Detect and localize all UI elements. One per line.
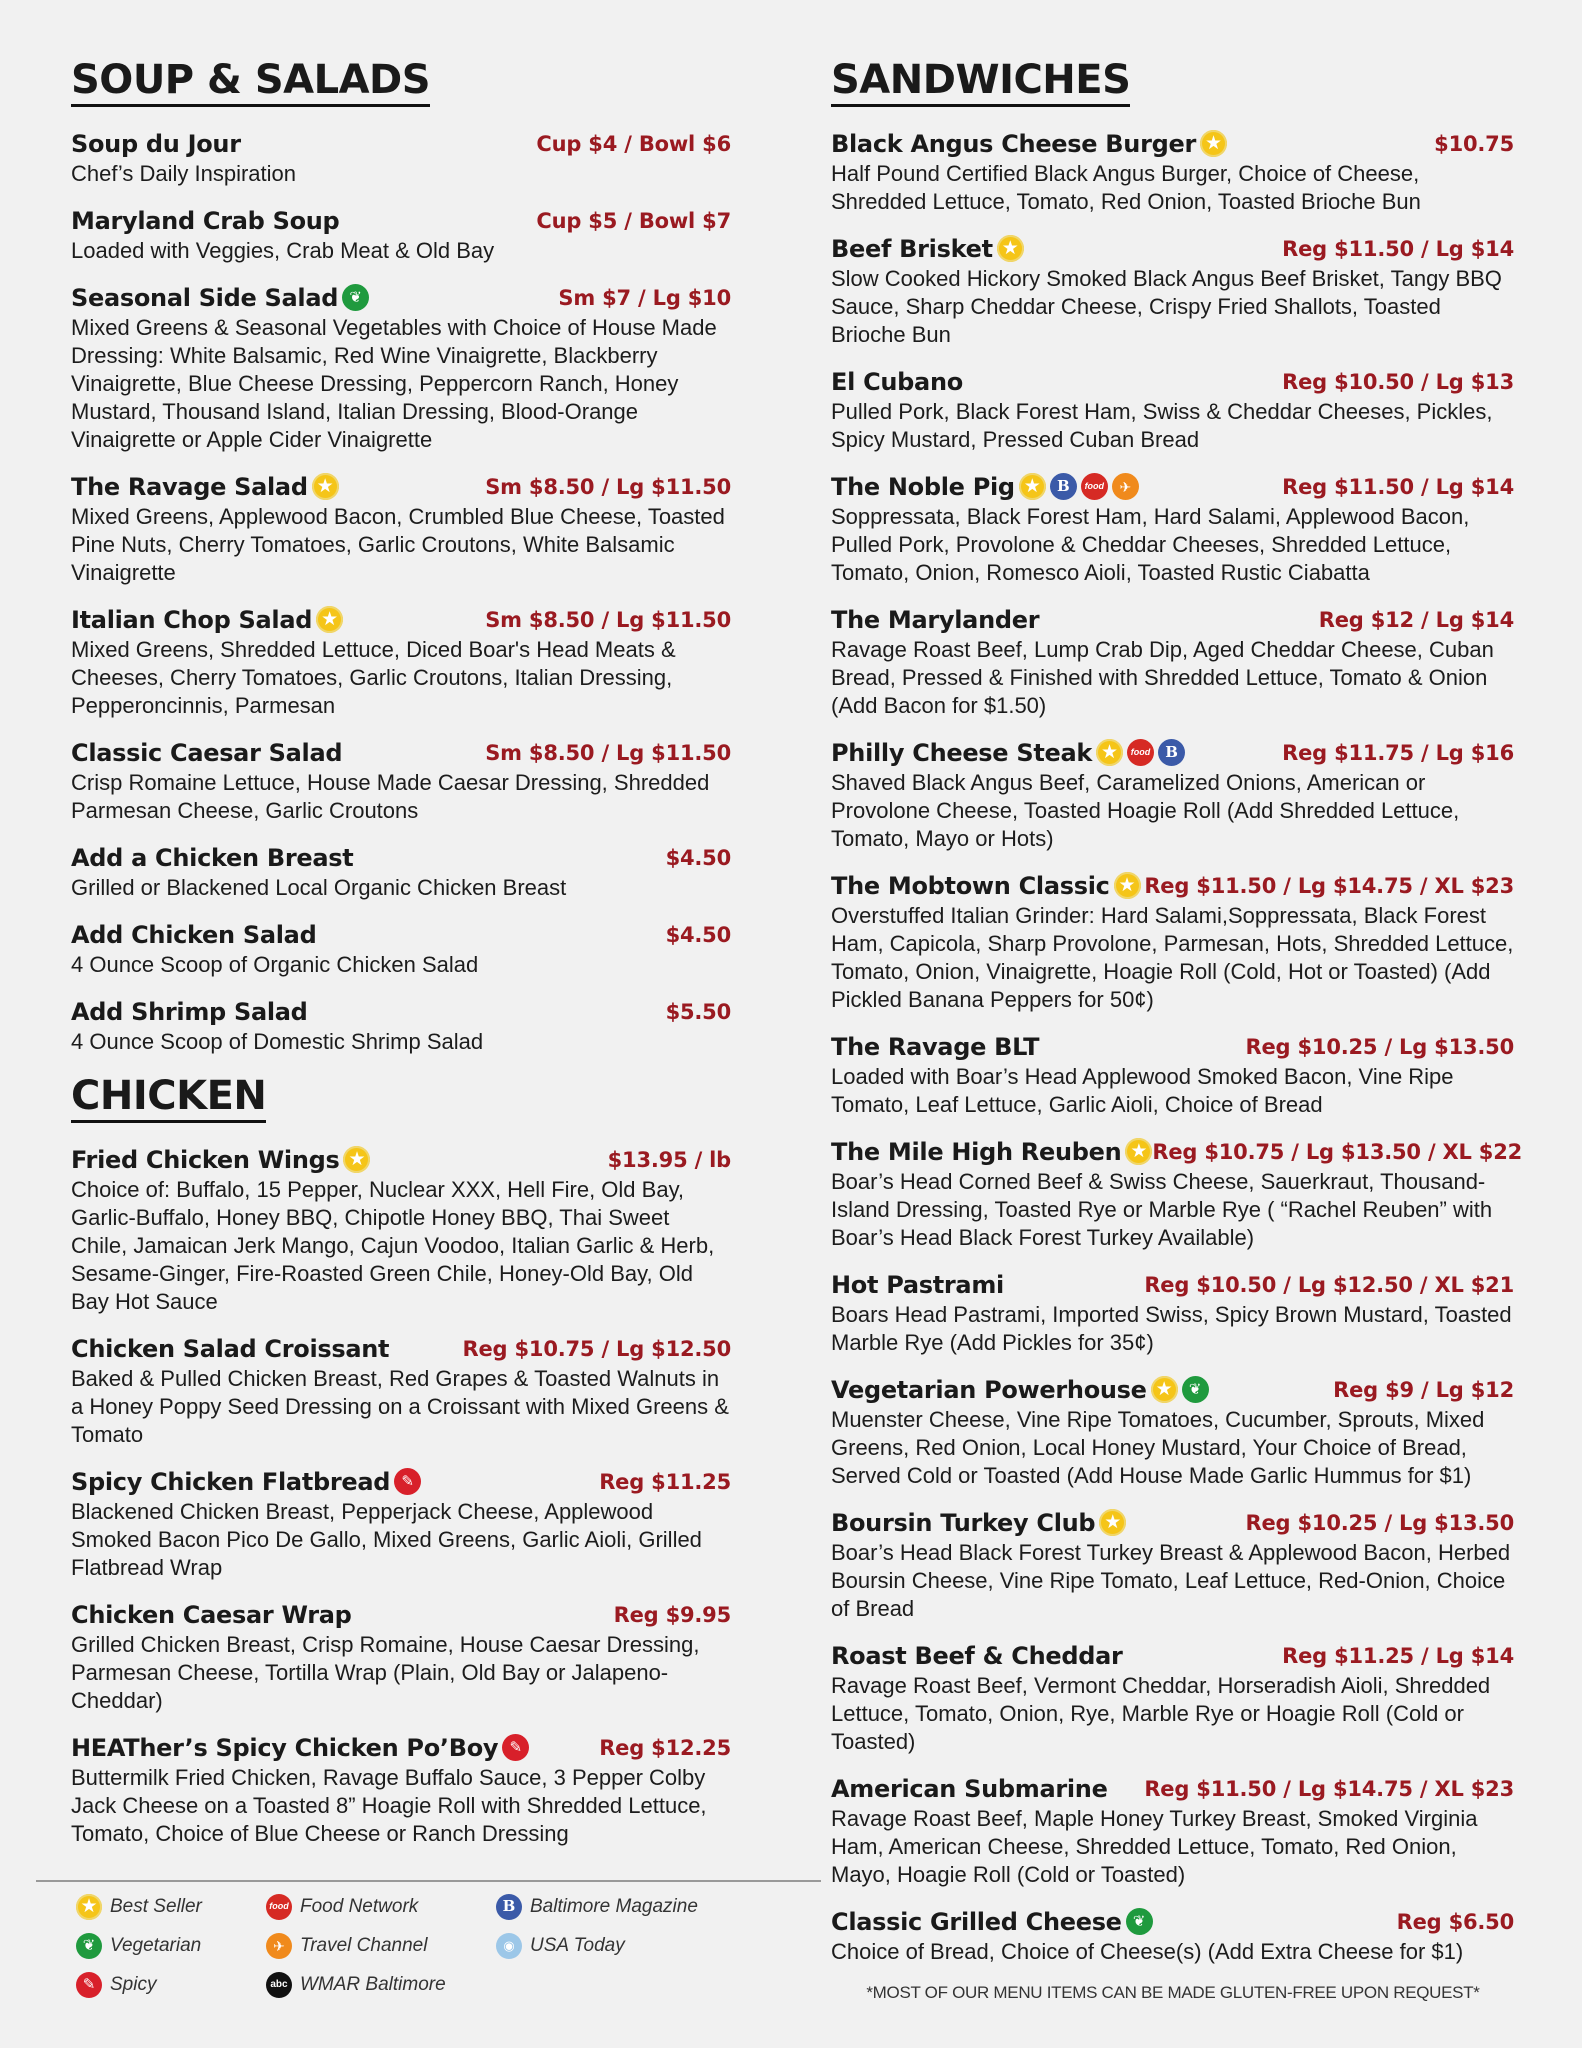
menu-item-title-group	[71, 284, 369, 312]
best-seller-icon: ★	[1151, 1376, 1178, 1403]
footnote-text: *MOST OF OUR MENU ITEMS CAN BE MADE GLUTEN-FREE UPON REQUEST*	[866, 1983, 1480, 2002]
menu-item-name: Black Angus Cheese Burger	[831, 129, 1197, 158]
left-column	[71, 58, 731, 1864]
menu-item-header	[831, 470, 1514, 503]
menu-item-header	[831, 1905, 1514, 1938]
menu-item	[831, 232, 1514, 349]
menu-item-header	[831, 1268, 1514, 1301]
menu-item-header	[71, 204, 731, 237]
menu-item-price: $4.50	[665, 845, 731, 870]
menu-item	[71, 918, 731, 979]
legend-label: Food Network	[300, 1895, 419, 1917]
menu-item-header	[71, 1143, 731, 1176]
menu-item	[71, 1465, 731, 1582]
menu-item-header	[71, 736, 731, 769]
menu-item	[71, 1598, 731, 1715]
menu-item-header	[71, 281, 731, 314]
menu-item-name: Chicken Salad Croissant	[71, 1334, 390, 1363]
vegetarian-icon: ❦	[342, 284, 369, 311]
menu-item	[831, 1772, 1514, 1889]
best-seller-icon: ★	[316, 606, 343, 633]
menu-item-title-group	[831, 606, 1039, 634]
menu-item	[71, 603, 731, 720]
menu-item-name: Hot Pastrami	[831, 1270, 1004, 1299]
right-column	[831, 57, 1523, 1982]
menu-item-header	[831, 736, 1514, 769]
menu-item-header	[831, 1506, 1514, 1539]
menu-item-name: The Marylander	[831, 605, 1040, 634]
travel-channel-icon: ✈	[266, 1933, 292, 1959]
menu-item-price: Reg $12.25	[599, 1735, 731, 1760]
gluten-free-footnote	[848, 1983, 1498, 2003]
menu-item-name: Classic Caesar Salad	[71, 738, 343, 767]
section-title-chicken: CHICKEN	[71, 1074, 266, 1123]
menu-item-description: Shaved Black Angus Beef, Caramelized Onions, American or Provolone Cheese, Toasted Hoagie Roll (Add Shredded Lettuce, Tomato, Mayo or Hots)	[831, 770, 1460, 851]
menu-item-price: Reg $11.50 / Lg $14.75 / XL $23	[1144, 873, 1514, 898]
best-seller-icon: ★	[1200, 130, 1227, 157]
food-network-icon: food	[1127, 739, 1154, 766]
menu-item-header	[831, 1135, 1523, 1168]
menu-item-description: Soppressata, Black Forest Ham, Hard Salami, Applewood Bacon, Pulled Pork, Provolone & Cheddar Cheeses, Shredded Lettuce, Tomato, Onion, Romesco Aioli, Toasted Rustic Ciabatta	[831, 504, 1470, 585]
best-seller-icon: ★	[1019, 473, 1046, 500]
menu-item-price: Reg $12 / Lg $14	[1318, 607, 1514, 632]
menu-item-price: Sm $8.50 / Lg $11.50	[485, 740, 731, 765]
menu-item-description: Boar’s Head Black Forest Turkey Breast & Applewood Bacon, Herbed Boursin Cheese, Vine Ripe Tomato, Leaf Lettuce, Red-Onion, Choice of Bread	[831, 1540, 1511, 1621]
menu-item-name: Maryland Crab Soup	[71, 206, 340, 235]
legend-label: Travel Channel	[300, 1934, 428, 1956]
menu-item-description: Mixed Greens, Shredded Lettuce, Diced Boar's Head Meats & Cheeses, Cherry Tomatoes, Garlic Croutons, Italian Dressing, Pepperoncinnis, Parmesan	[71, 637, 676, 718]
best-seller-icon: ★	[312, 473, 339, 500]
menu-item-header	[71, 841, 731, 874]
best-seller-icon: ★	[1099, 1509, 1126, 1536]
menu-item-name: Boursin Turkey Club	[831, 1508, 1096, 1537]
menu-item-price: Reg $10.75 / Lg $13.50 / XL $22	[1152, 1139, 1523, 1164]
best-seller-icon: ★	[76, 1894, 102, 1920]
menu-item-name: Add Shrimp Salad	[71, 997, 308, 1026]
menu-item-header	[71, 470, 731, 503]
menu-item-title-group	[71, 1468, 421, 1496]
icon-legend	[36, 1880, 821, 1999]
menu-item	[831, 365, 1514, 454]
menu-item	[71, 281, 731, 454]
menu-item-price: Reg $10.25 / Lg $13.50	[1245, 1510, 1514, 1535]
menu-item-name: Soup du Jour	[71, 129, 241, 158]
menu-item-name: The Noble Pig	[831, 472, 1015, 501]
menu-item-name: Beef Brisket	[831, 234, 993, 263]
menu-item-title-group	[831, 1271, 1004, 1299]
menu-item-description: Loaded with Veggies, Crab Meat & Old Bay	[71, 238, 495, 263]
menu-item-description: Grilled Chicken Breast, Crisp Romaine, House Caesar Dressing, Parmesan Cheese, Tortilla Wrap (Plain, Old Bay or Jalapeno-Cheddar)	[71, 1632, 700, 1713]
menu-item-title-group	[71, 1734, 529, 1762]
menu-item-title-group	[71, 207, 339, 235]
vegetarian-icon: ❦	[76, 1933, 102, 1959]
menu-item	[831, 470, 1514, 587]
menu-item-description: Boars Head Pastrami, Imported Swiss, Spicy Brown Mustard, Toasted Marble Rye (Add Pickles for 35¢)	[831, 1302, 1512, 1355]
menu-item-description: Ravage Roast Beef, Maple Honey Turkey Breast, Smoked Virginia Ham, American Cheese, Shredded Lettuce, Tomato, Red Onion, Mayo, Hoagie Roll (Cold or Toasted)	[831, 1806, 1478, 1887]
menu-item-price: Reg $6.50	[1396, 1909, 1514, 1934]
legend-label: Baltimore Magazine	[530, 1895, 698, 1917]
menu-item-description: Grilled or Blackened Local Organic Chicken Breast	[71, 875, 567, 900]
menu-item-header	[831, 1030, 1514, 1063]
chicken-section	[71, 1074, 731, 1848]
menu-item-name: Roast Beef & Cheddar	[831, 1641, 1123, 1670]
menu-item-description: Choice of: Buffalo, 15 Pepper, Nuclear XXX, Hell Fire, Old Bay, Garlic-Buffalo, Honey BBQ, Chipotle Honey BBQ, Thai Sweet Chile, Jamaican Jerk Mango, Cajun Voodoo, Italian Garlic & Herb, Sesame-Ginger, Fire-Roasted Green Chile, Honey-Old Bay, Old Bay Hot Sauce	[71, 1177, 715, 1314]
wmar-baltimore-icon: abc	[266, 1972, 292, 1998]
menu-item-description: Ravage Roast Beef, Vermont Cheddar, Horseradish Aioli, Shredded Lettuce, Tomato, Onion, Rye, Marble Rye or Hoagie Roll (Cold or Toasted)	[831, 1673, 1491, 1754]
menu-item	[71, 736, 731, 825]
menu-item-title-group	[71, 998, 308, 1026]
menu-item-name: Philly Cheese Steak	[831, 738, 1093, 767]
legend-label: Vegetarian	[110, 1934, 202, 1956]
menu-item	[831, 1373, 1514, 1490]
menu-item-description: Muenster Cheese, Vine Ripe Tomatoes, Cucumber, Sprouts, Mixed Greens, Red Onion, Local Honey Mustard, Your Choice of Bread, Served Cold or Toasted (Add House Made Garlic Hummus for $1)	[831, 1407, 1485, 1488]
legend-label: Spicy	[110, 1973, 157, 1995]
menu-item	[71, 995, 731, 1056]
vegetarian-icon: ❦	[1182, 1376, 1209, 1403]
legend-item	[266, 1970, 496, 1999]
menu-item-header	[71, 918, 731, 951]
menu-item-title-group	[831, 235, 1024, 263]
menu-item-title-group	[831, 1376, 1209, 1404]
menu-item-header	[71, 995, 731, 1028]
menu-item-title-group	[71, 130, 241, 158]
menu-item-header	[831, 1639, 1514, 1672]
menu-item-price: Reg $10.50 / Lg $13	[1282, 369, 1514, 394]
menu-item-title-group	[831, 739, 1185, 767]
menu-item-name: Spicy Chicken Flatbread	[71, 1467, 391, 1496]
menu-item	[71, 127, 731, 188]
menu-item-price: Cup $4 / Bowl $6	[536, 131, 731, 156]
best-seller-icon: ★	[997, 235, 1024, 262]
menu-item	[71, 1731, 731, 1848]
legend-item	[76, 1931, 266, 1960]
menu-item	[831, 1030, 1514, 1119]
legend-item	[266, 1931, 496, 1960]
menu-item-title-group	[831, 368, 963, 396]
spicy-icon: ✎	[502, 1734, 529, 1761]
menu-item-header	[71, 603, 731, 636]
menu-item	[831, 1268, 1514, 1357]
chicken-list	[71, 1143, 731, 1848]
menu-item-header	[831, 603, 1514, 636]
menu-item	[71, 841, 731, 902]
menu-item-title-group	[831, 1642, 1123, 1670]
menu-item-price: Reg $11.25 / Lg $14	[1282, 1643, 1514, 1668]
menu-item-name: Chicken Caesar Wrap	[71, 1600, 352, 1629]
menu-item-price: $10.75	[1434, 131, 1514, 156]
menu-item-price: Sm $7 / Lg $10	[558, 285, 731, 310]
menu-item-title-group	[71, 1146, 370, 1174]
menu-item-title-group	[831, 1033, 1039, 1061]
menu-item-price: Sm $8.50 / Lg $11.50	[485, 474, 731, 499]
menu-item-header	[71, 1332, 731, 1365]
menu-item-price: $5.50	[665, 999, 731, 1024]
menu-item-description: Half Pound Certified Black Angus Burger, Choice of Cheese, Shredded Lettuce, Tomato, Red Onion, Toasted Brioche Bun	[831, 161, 1421, 214]
best-seller-icon: ★	[343, 1146, 370, 1173]
menu-item-header	[831, 365, 1514, 398]
menu-item-header	[71, 1465, 731, 1498]
legend-item	[496, 1892, 736, 1921]
sandwiches-list	[831, 127, 1523, 1966]
menu-item-header	[831, 232, 1514, 265]
menu-item-description: Pulled Pork, Black Forest Ham, Swiss & Cheddar Cheeses, Pickles, Spicy Mustard, Pressed Cuban Bread	[831, 399, 1493, 452]
menu-item-price: Reg $11.50 / Lg $14	[1282, 236, 1514, 261]
menu-item-name: The Mobtown Classic	[831, 871, 1110, 900]
menu-item-description: Crisp Romaine Lettuce, House Made Caesar Dressing, Shredded Parmesan Cheese, Garlic Croutons	[71, 770, 710, 823]
sandwiches-section	[831, 57, 1523, 1966]
legend-item	[266, 1892, 496, 1921]
menu-item-title-group	[71, 1601, 352, 1629]
menu-item-name: The Ravage Salad	[71, 472, 308, 501]
vegetarian-icon: ❦	[1126, 1908, 1153, 1935]
menu-item	[71, 470, 731, 587]
menu-item-name: Classic Grilled Cheese	[831, 1907, 1122, 1936]
menu-item	[71, 1143, 731, 1316]
menu-item-header	[831, 1373, 1514, 1406]
menu-item-description: Blackened Chicken Breast, Pepperjack Cheese, Applewood Smoked Bacon Pico De Gallo, Mixed Greens, Garlic Aioli, Grilled Flatbread Wrap	[71, 1499, 702, 1580]
menu-item-description: Choice of Bread, Choice of Cheese(s) (Add Extra Cheese for $1)	[831, 1939, 1464, 1964]
menu-item-title-group	[71, 1335, 389, 1363]
menu-item-description: Buttermilk Fried Chicken, Ravage Buffalo Sauce, 3 Pepper Colby Jack Cheese on a Toasted 8” Hoagie Roll with Shredded Lettuce, Tomato, Choice of Blue Cheese or Ranch Dressing	[71, 1765, 707, 1846]
menu-item-price: Reg $9 / Lg $12	[1333, 1377, 1514, 1402]
menu-item-title-group	[831, 473, 1139, 501]
menu-item-name: Add a Chicken Breast	[71, 843, 354, 872]
legend-label: USA Today	[530, 1934, 625, 1956]
legend-item	[76, 1892, 266, 1921]
menu-item-description: 4 Ounce Scoop of Organic Chicken Salad	[71, 952, 479, 977]
menu-item-description: Baked & Pulled Chicken Breast, Red Grapes & Toasted Walnuts in a Honey Poppy Seed Dressing on a Croissant with Mixed Greens & Tomato	[71, 1366, 729, 1447]
soup-salads-list	[71, 127, 731, 1056]
menu-item	[831, 1639, 1514, 1756]
section-title-soup-salads: SOUP & SALADS	[71, 58, 430, 107]
menu-item	[831, 1506, 1514, 1623]
menu-item-description: Slow Cooked Hickory Smoked Black Angus Beef Brisket, Tangy BBQ Sauce, Sharp Cheddar Cheese, Crispy Fried Shallots, Toasted Brioche Bun	[831, 266, 1502, 347]
menu-item-title-group	[831, 1509, 1126, 1537]
menu-item-title-group	[831, 130, 1227, 158]
menu-item-header	[831, 127, 1514, 160]
menu-item	[831, 603, 1514, 720]
menu-item-title-group	[71, 921, 316, 949]
menu-item	[831, 736, 1514, 853]
spicy-icon: ✎	[394, 1468, 421, 1495]
menu-item-price: Reg $10.75 / Lg $12.50	[462, 1336, 731, 1361]
menu-item-price: Reg $10.50 / Lg $12.50 / XL $21	[1144, 1272, 1514, 1297]
menu-item-name: Fried Chicken Wings	[71, 1145, 340, 1174]
best-seller-icon: ★	[1096, 739, 1123, 766]
menu-item-name: Vegetarian Powerhouse	[831, 1375, 1147, 1404]
menu-item	[71, 1332, 731, 1449]
menu-item-header	[831, 1772, 1514, 1805]
menu-item-description: Loaded with Boar’s Head Applewood Smoked Bacon, Vine Ripe Tomato, Leaf Lettuce, Garlic Aioli, Choice of Bread	[831, 1064, 1454, 1117]
menu-item-price: Reg $11.25	[599, 1469, 731, 1494]
menu-item-description: Boar’s Head Corned Beef & Swiss Cheese, Sauerkraut, Thousand-Island Dressing, Toasted Rye or Marble Rye ( “Rachel Reuben” with Boar’s Head Black Forest Turkey Available)	[831, 1169, 1493, 1250]
menu-item	[831, 127, 1514, 216]
menu-item-price: Reg $11.50 / Lg $14	[1282, 474, 1514, 499]
menu-item-header	[831, 869, 1514, 902]
menu-item-name: El Cubano	[831, 367, 963, 396]
menu-item-header	[71, 1731, 731, 1764]
menu-item-title-group	[71, 606, 343, 634]
menu-item-title-group	[831, 1908, 1153, 1936]
menu-item-price: Cup $5 / Bowl $7	[536, 208, 731, 233]
baltimore-magazine-icon: B	[496, 1894, 522, 1920]
soup-salads-section	[71, 58, 731, 1056]
menu-item-description: Mixed Greens, Applewood Bacon, Crumbled Blue Cheese, Toasted Pine Nuts, Cherry Tomatoes, Garlic Croutons, White Balsamic Vinaigrette	[71, 504, 725, 585]
menu-item-price: $4.50	[665, 922, 731, 947]
menu-item-header	[71, 127, 731, 160]
menu-item-title-group	[831, 1138, 1152, 1166]
travel-channel-icon: ✈	[1112, 473, 1139, 500]
usa-today-icon: ◉	[496, 1933, 522, 1959]
menu-item-name: The Ravage BLT	[831, 1032, 1040, 1061]
menu-item-name: American Submarine	[831, 1774, 1108, 1803]
menu-item-price: $13.95 / lb	[607, 1147, 731, 1172]
menu-item-description: Overstuffed Italian Grinder: Hard Salami,Soppressata, Black Forest Ham, Capicola, Sharp Provolone, Parmesan, Hots, Shredded Lettuce, Tomato, Onion, Vinaigrette, Hoagie Roll (Cold, Hot or Toasted) (Add Pickled Banana Peppers for 50¢)	[831, 903, 1514, 1012]
section-title-sandwiches: SANDWICHES	[831, 58, 1130, 107]
baltimore-magazine-icon: B	[1050, 473, 1077, 500]
best-seller-icon: ★	[1114, 872, 1141, 899]
legend-label: Best Seller	[110, 1895, 202, 1917]
baltimore-magazine-icon: B	[1158, 739, 1185, 766]
menu-item-name: Italian Chop Salad	[71, 605, 313, 634]
legend-label: WMAR Baltimore	[300, 1973, 446, 1995]
menu-item-name: Seasonal Side Salad	[71, 283, 339, 312]
menu-item-title-group	[71, 844, 353, 872]
menu-item-price: Sm $8.50 / Lg $11.50	[485, 607, 731, 632]
menu-item-title-group	[71, 473, 339, 501]
menu-item-price: Reg $11.75 / Lg $16	[1282, 740, 1514, 765]
spicy-icon: ✎	[76, 1972, 102, 1998]
menu-item-description: 4 Ounce Scoop of Domestic Shrimp Salad	[71, 1029, 484, 1054]
menu-item	[71, 204, 731, 265]
menu-item-price: Reg $10.25 / Lg $13.50	[1245, 1034, 1514, 1059]
menu-item-description: Chef’s Daily Inspiration	[71, 161, 296, 186]
menu-item	[831, 1135, 1523, 1252]
menu-item	[831, 1905, 1514, 1966]
menu-item-price: Reg $9.95	[613, 1602, 731, 1627]
menu-item-name: Add Chicken Salad	[71, 920, 317, 949]
menu-item-title-group	[831, 1775, 1108, 1803]
menu-item-price: Reg $11.50 / Lg $14.75 / XL $23	[1144, 1776, 1514, 1801]
legend-item	[496, 1931, 736, 1960]
menu-item-title-group	[71, 739, 342, 767]
menu-item-description: Ravage Roast Beef, Lump Crab Dip, Aged Cheddar Cheese, Cuban Bread, Pressed & Finished with Shredded Lettuce, Tomato & Onion (Add Bacon for $1.50)	[831, 637, 1494, 718]
menu-item-header	[71, 1598, 731, 1631]
menu-item	[831, 869, 1514, 1014]
menu-item-name: The Mile High Reuben	[831, 1137, 1122, 1166]
menu-item-description: Mixed Greens & Seasonal Vegetables with Choice of House Made Dressing: White Balsamic, Red Wine Vinaigrette, Blackberry Vinaigrette, Blue Cheese Dressing, Peppercorn Ranch, Honey Mustard, Thousand Island, Italian Dressing, Blood-Orange Vinaigrette or Apple Cider Vinaigrette	[71, 315, 717, 452]
best-seller-icon: ★	[1125, 1138, 1152, 1165]
menu-item-name: HEATher’s Spicy Chicken Po’Boy	[71, 1733, 499, 1762]
food-network-icon: food	[1081, 473, 1108, 500]
menu-item-title-group	[831, 872, 1141, 900]
legend-item	[76, 1970, 266, 1999]
food-network-icon: food	[266, 1894, 292, 1920]
